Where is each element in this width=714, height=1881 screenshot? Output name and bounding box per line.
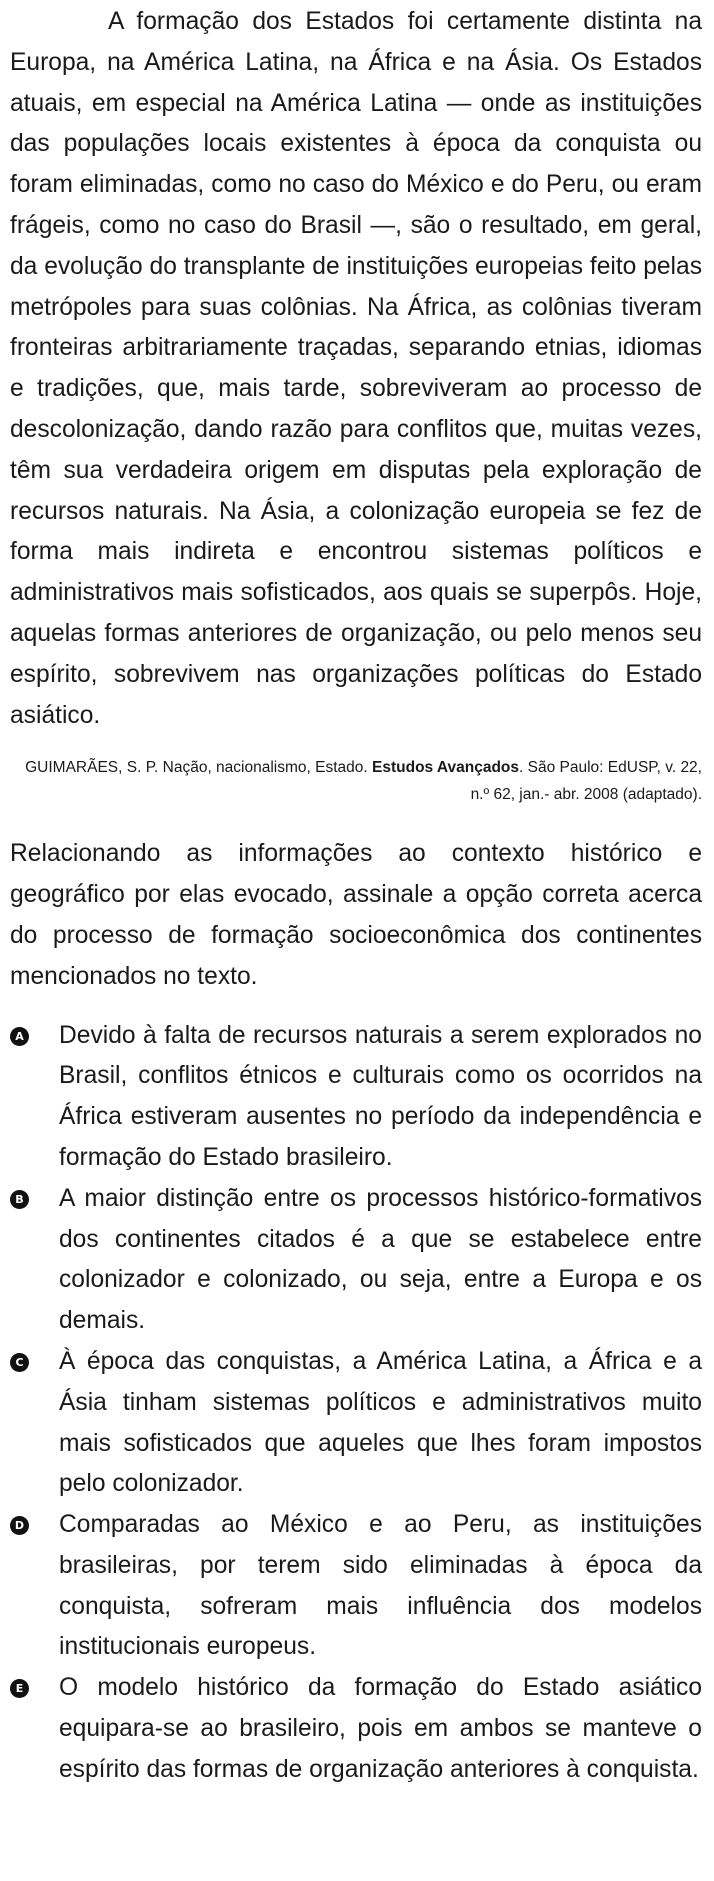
citation-details: . São Paulo: EdUSP, v. 22, n.º 62, jan.- abr. 2008 (adaptado). — [470, 759, 702, 804]
option-b[interactable] — [10, 1179, 702, 1342]
option-d-text: Comparadas ao México e ao Peru, as instituições brasileiras, por terem sido eliminadas à época da conquista, sofreram mais influência dos modelos institucionais europeus. — [59, 1511, 702, 1661]
question-stem: Relacionando as informações ao contexto histórico e geográfico por elas evocado, assinale a opção correta acerca do processo de formação socioeconômica dos continentes mencionados no texto. — [10, 840, 702, 990]
option-d[interactable] — [10, 1505, 702, 1668]
citation-author: GUIMARÃES, S. P. Nação, nacionalismo, Estado. — [25, 759, 373, 777]
option-e-text: O modelo histórico da formação do Estado asiático equipara-se ao brasileiro, pois em ambos se manteve o espírito das formas de organização anteriores à conquista. — [59, 1674, 702, 1783]
option-a-letter-badge: A — [10, 1027, 29, 1046]
option-b-letter-badge: B — [10, 1190, 29, 1209]
option-c-letter-badge: C — [10, 1353, 29, 1372]
option-e-letter-badge: E — [10, 1679, 29, 1698]
citation-journal-title: Estudos Avançados — [372, 759, 520, 777]
option-c-text: À época das conquistas, a América Latina, a África e a Ásia tinham sistemas políticos e administrativos muito mais sofisticados que aqueles que lhes foram impostos pelo colonizador. — [59, 1347, 702, 1498]
passage-text: A formação dos Estados foi certamente distinta na Europa, na América Latina, na África e na Ásia. Os Estados atuais, em especial na América Latina — onde as instituições das populações locais existentes à época da conquista ou foram eliminadas, como no caso do México e do Peru, ou eram frágeis, como no caso do Brasil —, são o resultado, em geral, da evolução do transplante de instituições europeias feito pelas metrópoles para suas colônias. Na África, as colônias tiveram fronteiras arbitrariamente traçadas, separando etnias, idiomas e tradições, que, mais tarde, sobreviveram ao processo de descolonização, dando razão para conflitos que, muitas vezes, têm sua verdadeira origem em disputas pela exploração de recursos naturais. Na Ásia, a colonização europeia se fez de forma mais indireta e encontrou sistemas políticos e administrativos mais sofisticados, aos quais se superpôs. Hoje, aquelas formas anteriores de organização, ou pelo menos seu espírito, sobrevivem nas organizações políticas do Estado asiático. — [10, 8, 702, 729]
option-d-letter-badge: D — [10, 1516, 29, 1535]
option-c[interactable] — [10, 1342, 702, 1505]
option-e[interactable] — [10, 1668, 702, 1790]
citation — [10, 754, 702, 808]
answer-options — [10, 1016, 702, 1791]
option-a[interactable] — [10, 1016, 702, 1179]
option-a-text: Devido à falta de recursos naturais a serem explorados no Brasil, conflitos étnicos e culturais como os ocorridos na África estiveram ausentes no período da independência e formação do Estado brasileiro. — [59, 1021, 702, 1171]
option-b-text: A maior distinção entre os processos histórico-formativos dos continentes citados é a que se estabelece entre colonizador e colonizado, ou seja, entre a Europa e os demais. — [59, 1184, 702, 1335]
